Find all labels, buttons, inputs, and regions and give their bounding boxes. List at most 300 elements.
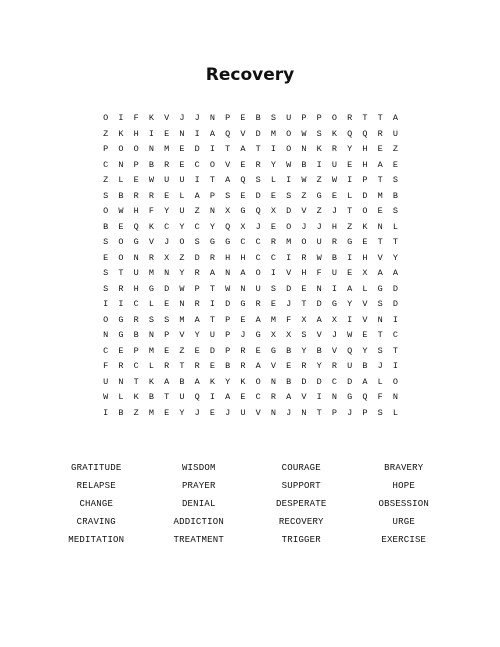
grid-letter: E xyxy=(240,314,246,325)
grid-letter: N xyxy=(377,314,383,325)
word-list-item: CRAVING xyxy=(76,517,116,527)
grid-letter: I xyxy=(209,392,215,402)
grid-letter: K xyxy=(362,221,368,232)
grid-letter: S xyxy=(255,175,261,185)
grid-letter: P xyxy=(194,283,200,294)
grid-letter: Z xyxy=(316,175,322,185)
grid-letter: N xyxy=(118,159,124,170)
grid-letter: D xyxy=(225,299,231,309)
grid-letter: J xyxy=(194,113,200,123)
grid-row xyxy=(98,390,403,406)
grid-letter: Q xyxy=(347,345,353,356)
grid-letter: J xyxy=(164,237,170,247)
grid-letter: H xyxy=(225,252,231,263)
grid-letter: J xyxy=(255,221,261,232)
grid-letter: T xyxy=(209,314,215,325)
grid-letter: B xyxy=(255,113,261,123)
grid-letter: Y xyxy=(270,159,276,170)
grid-letter: L xyxy=(392,407,398,418)
grid-letter: R xyxy=(194,268,200,278)
grid-letter: S xyxy=(377,299,383,309)
grid-letter: M xyxy=(164,144,170,154)
grid-letter: M xyxy=(286,237,292,247)
grid-letter: T xyxy=(255,144,261,154)
grid-letter: E xyxy=(209,361,215,371)
grid-letter: T xyxy=(209,283,215,294)
grid-letter: I xyxy=(347,175,353,185)
grid-letter: O xyxy=(255,268,261,278)
grid-letter: S xyxy=(103,237,109,247)
grid-letter: E xyxy=(240,190,246,201)
grid-letter: X xyxy=(270,330,276,340)
grid-letter: Y xyxy=(392,252,398,263)
grid-letter: F xyxy=(286,314,292,325)
grid-letter: M xyxy=(148,345,154,356)
grid-letter: A xyxy=(225,175,231,185)
grid-letter: N xyxy=(270,376,276,387)
grid-letter: I xyxy=(270,268,276,278)
grid-letter: E xyxy=(301,283,307,294)
grid-letter: A xyxy=(362,376,368,387)
grid-letter: T xyxy=(392,237,398,247)
grid-letter: I xyxy=(316,159,322,170)
grid-letter: E xyxy=(255,345,261,356)
grid-letter: W xyxy=(347,330,353,340)
grid-letter: R xyxy=(194,299,200,309)
grid-letter: L xyxy=(377,376,383,387)
grid-letter: A xyxy=(194,376,200,387)
grid-letter: E xyxy=(270,221,276,232)
grid-letter: A xyxy=(392,113,398,123)
grid-letter: P xyxy=(225,314,231,325)
grid-letter: V xyxy=(270,361,276,371)
grid-letter: D xyxy=(347,376,353,387)
grid-letter: R xyxy=(301,361,307,371)
grid-letter: R xyxy=(240,345,246,356)
grid-letter: I xyxy=(286,252,292,263)
grid-letter: P xyxy=(362,407,368,418)
grid-row xyxy=(98,158,403,174)
grid-letter: O xyxy=(118,144,124,154)
grid-letter: H xyxy=(301,268,307,278)
grid-row xyxy=(98,328,403,344)
grid-letter: Z xyxy=(133,407,139,418)
grid-letter: Y xyxy=(362,345,368,356)
grid-letter: G xyxy=(255,330,261,340)
grid-letter: D xyxy=(301,376,307,387)
grid-letter: U xyxy=(179,206,185,216)
grid-letter: Z xyxy=(392,144,398,154)
grid-letter: T xyxy=(377,330,383,340)
grid-row xyxy=(98,251,403,267)
grid-letter: B xyxy=(148,392,154,402)
grid-letter: G xyxy=(133,237,139,247)
grid-letter: N xyxy=(392,392,398,402)
word-list-item: TRIGGER xyxy=(281,535,321,545)
grid-letter: D xyxy=(316,376,322,387)
grid-letter: T xyxy=(164,392,170,402)
grid-letter: A xyxy=(392,268,398,278)
grid-letter: Q xyxy=(347,128,353,139)
grid-letter: E xyxy=(362,237,368,247)
grid-letter: T xyxy=(301,299,307,309)
grid-letter: R xyxy=(331,144,337,154)
grid-letter: C xyxy=(392,330,398,340)
grid-letter: U xyxy=(392,128,398,139)
grid-letter: G xyxy=(377,283,383,294)
grid-letter: I xyxy=(118,113,124,123)
grid-letter: Y xyxy=(179,268,185,278)
grid-letter: N xyxy=(301,144,307,154)
grid-letter: U xyxy=(179,175,185,185)
grid-letter: U xyxy=(331,268,337,278)
grid-letter: J xyxy=(347,407,353,418)
word-list-item: BRAVERY xyxy=(384,463,424,473)
grid-letter: C xyxy=(255,252,261,263)
grid-letter: Y xyxy=(164,206,170,216)
grid-letter: V xyxy=(255,407,261,418)
grid-letter: V xyxy=(148,237,154,247)
grid-letter: J xyxy=(240,330,246,340)
grid-letter: B xyxy=(118,190,124,201)
grid-letter: I xyxy=(347,252,353,263)
grid-letter: Y xyxy=(347,144,353,154)
grid-letter: B xyxy=(179,376,185,387)
grid-letter: G xyxy=(118,314,124,325)
grid-letter: I xyxy=(103,407,109,418)
word-list-item: HOPE xyxy=(392,481,415,491)
grid-letter: Q xyxy=(362,128,368,139)
grid-letter: T xyxy=(316,407,322,418)
grid-letter: U xyxy=(255,283,261,294)
grid-letter: Q xyxy=(225,128,231,139)
grid-letter: Y xyxy=(179,407,185,418)
grid-letter: E xyxy=(164,407,170,418)
grid-letter: U xyxy=(316,237,322,247)
grid-letter: R xyxy=(148,190,154,201)
grid-letter: X xyxy=(270,206,276,216)
grid-letter: K xyxy=(118,128,124,139)
grid-letter: X xyxy=(331,314,337,325)
grid-letter: C xyxy=(194,159,200,170)
grid-letter: B xyxy=(331,252,337,263)
grid-letter: V xyxy=(179,330,185,340)
grid-letter: W xyxy=(118,206,124,216)
grid-letter: A xyxy=(347,283,353,294)
grid-letter: Q xyxy=(240,175,246,185)
grid-letter: V xyxy=(164,113,170,123)
grid-letter: J xyxy=(301,221,307,232)
grid-row xyxy=(98,406,403,422)
grid-letter: N xyxy=(209,113,215,123)
grid-letter: D xyxy=(194,144,200,154)
grid-letter: I xyxy=(194,175,200,185)
grid-letter: S xyxy=(392,206,398,216)
grid-letter: V xyxy=(240,128,246,139)
grid-letter: I xyxy=(392,361,398,371)
grid-letter: J xyxy=(225,407,231,418)
grid-row xyxy=(98,266,403,282)
grid-letter: N xyxy=(209,206,215,216)
grid-letter: I xyxy=(286,175,292,185)
grid-letter: H xyxy=(362,252,368,263)
grid-letter: D xyxy=(255,128,261,139)
grid-letter: Q xyxy=(133,221,139,232)
grid-letter: A xyxy=(377,268,383,278)
grid-letter: P xyxy=(103,144,109,154)
grid-letter: M xyxy=(179,314,185,325)
grid-letter: K xyxy=(240,376,246,387)
grid-letter: W xyxy=(316,252,322,263)
grid-letter: N xyxy=(148,330,154,340)
grid-letter: R xyxy=(133,314,139,325)
grid-letter: N xyxy=(133,252,139,263)
grid-letter: K xyxy=(148,113,154,123)
grid-letter: A xyxy=(209,268,215,278)
grid-letter: I xyxy=(270,144,276,154)
grid-letter: H xyxy=(331,221,337,232)
grid-letter: N xyxy=(270,407,276,418)
grid-letter: A xyxy=(316,314,322,325)
grid-letter: R xyxy=(209,252,215,263)
grid-letter: A xyxy=(255,361,261,371)
word-list-item: CHANGE xyxy=(79,499,114,509)
grid-letter: E xyxy=(377,206,383,216)
word-list-item: MEDITATION xyxy=(68,535,125,545)
grid-letter: O xyxy=(133,144,139,154)
grid-row xyxy=(98,204,403,220)
grid-letter: D xyxy=(392,283,398,294)
grid-letter: I xyxy=(118,299,124,309)
grid-letter: Y xyxy=(301,345,307,356)
grid-letter: D xyxy=(209,345,215,356)
grid-letter: A xyxy=(194,190,200,201)
grid-letter: E xyxy=(240,392,246,402)
grid-letter: F xyxy=(133,113,139,123)
grid-letter: A xyxy=(255,314,261,325)
grid-letter: Y xyxy=(316,361,322,371)
grid-letter: R xyxy=(118,361,124,371)
grid-letter: P xyxy=(133,345,139,356)
grid-letter: K xyxy=(209,376,215,387)
grid-letter: Z xyxy=(194,206,200,216)
grid-letter: C xyxy=(103,159,109,170)
grid-letter: S xyxy=(103,283,109,294)
grid-letter: A xyxy=(377,159,383,170)
grid-letter: C xyxy=(133,361,139,371)
grid-letter: U xyxy=(209,330,215,340)
grid-letter: T xyxy=(179,361,185,371)
grid-letter: O xyxy=(392,376,398,387)
grid-letter: O xyxy=(118,252,124,263)
grid-letter: D xyxy=(255,190,261,201)
grid-letter: G xyxy=(118,330,124,340)
grid-letter: Q xyxy=(194,392,200,402)
grid-letter: D xyxy=(392,299,398,309)
grid-letter: S xyxy=(392,175,398,185)
grid-letter: P xyxy=(301,113,307,123)
grid-letter: N xyxy=(316,283,322,294)
grid-row xyxy=(98,375,403,391)
grid-letter: A xyxy=(240,268,246,278)
grid-letter: I xyxy=(392,314,398,325)
word-list-item: DENIAL xyxy=(181,499,216,509)
grid-letter: A xyxy=(225,392,231,402)
grid-letter: V xyxy=(377,252,383,263)
grid-letter: V xyxy=(301,206,307,216)
grid-letter: W xyxy=(179,283,185,294)
grid-letter: Q xyxy=(225,221,231,232)
grid-letter: X xyxy=(286,330,292,340)
grid-row xyxy=(98,189,403,205)
grid-letter: E xyxy=(240,159,246,170)
grid-letter: H xyxy=(240,252,246,263)
grid-letter: J xyxy=(286,299,292,309)
grid-letter: S xyxy=(164,314,170,325)
grid-row xyxy=(98,359,403,375)
grid-letter: S xyxy=(316,128,322,139)
grid-letter: C xyxy=(331,376,337,387)
grid-letter: U xyxy=(133,268,139,278)
grid-letter: L xyxy=(179,190,185,201)
grid-letter: O xyxy=(255,376,261,387)
grid-letter: Z xyxy=(179,252,185,263)
grid-letter: H xyxy=(133,283,139,294)
grid-letter: N xyxy=(148,144,154,154)
grid-letter: Y xyxy=(179,221,185,232)
grid-letter: Z xyxy=(301,190,307,201)
grid-letter: R xyxy=(347,113,353,123)
grid-letter: C xyxy=(240,237,246,247)
grid-letter: P xyxy=(209,190,215,201)
word-list-item: OBSESSION xyxy=(378,499,429,509)
word-list-item: URGE xyxy=(392,517,415,527)
grid-letter: L xyxy=(118,392,124,402)
grid-letter: B xyxy=(362,361,368,371)
grid-letter: I xyxy=(347,314,353,325)
grid-letter: R xyxy=(255,159,261,170)
grid-letter: Y xyxy=(209,221,215,232)
grid-letter: I xyxy=(209,299,215,309)
grid-letter: E xyxy=(103,252,109,263)
grid-letter: G xyxy=(209,237,215,247)
grid-letter: B xyxy=(316,345,322,356)
grid-letter: B xyxy=(225,361,231,371)
grid-letter: L xyxy=(148,361,154,371)
page-title: Recovery xyxy=(205,65,295,85)
grid-letter: N xyxy=(103,330,109,340)
grid-letter: H xyxy=(362,159,368,170)
grid-letter: R xyxy=(164,361,170,371)
grid-letter: D xyxy=(286,206,292,216)
grid-letter: E xyxy=(118,345,124,356)
grid-letter: K xyxy=(133,392,139,402)
grid-letter: U xyxy=(103,376,109,387)
grid-letter: M xyxy=(270,314,276,325)
grid-letter: E xyxy=(194,345,200,356)
grid-letter: E xyxy=(179,159,185,170)
grid-letter: N xyxy=(377,221,383,232)
grid-letter: E xyxy=(331,190,337,201)
grid-letter: O xyxy=(209,159,215,170)
grid-row xyxy=(98,220,403,236)
grid-letter: T xyxy=(392,345,398,356)
grid-letter: S xyxy=(270,283,276,294)
grid-letter: E xyxy=(270,190,276,201)
grid-letter: J xyxy=(377,361,383,371)
grid-letter: Y xyxy=(347,299,353,309)
grid-row xyxy=(98,173,403,189)
grid-letter: M xyxy=(377,190,383,201)
grid-letter: E xyxy=(347,268,353,278)
grid-letter: G xyxy=(347,392,353,402)
grid-letter: C xyxy=(270,252,276,263)
grid-letter: N xyxy=(331,392,337,402)
grid-letter: U xyxy=(347,361,353,371)
grid-letter: H xyxy=(362,144,368,154)
word-list-item: ADDICTION xyxy=(173,517,224,527)
grid-letter: J xyxy=(179,113,185,123)
word-list-item: SUPPORT xyxy=(281,481,321,491)
grid-letter: R xyxy=(270,392,276,402)
grid-letter: F xyxy=(103,361,109,371)
grid-letter: T xyxy=(209,175,215,185)
grid-letter: W xyxy=(331,175,337,185)
grid-letter: H xyxy=(133,206,139,216)
grid-letter: E xyxy=(179,144,185,154)
grid-letter: E xyxy=(286,361,292,371)
grid-letter: P xyxy=(316,113,322,123)
grid-letter: G xyxy=(148,283,154,294)
grid-letter: O xyxy=(103,314,109,325)
grid-letter: U xyxy=(240,407,246,418)
word-list-item: RELAPSE xyxy=(76,481,116,491)
grid-letter: L xyxy=(362,283,368,294)
grid-row xyxy=(98,142,403,158)
grid-letter: R xyxy=(164,159,170,170)
grid-letter: J xyxy=(331,206,337,216)
grid-letter: U xyxy=(331,159,337,170)
grid-letter: P xyxy=(225,330,231,340)
grid-letter: T xyxy=(347,206,353,216)
grid-letter: I xyxy=(103,299,109,309)
grid-letter: K xyxy=(148,376,154,387)
grid-letter: L xyxy=(270,175,276,185)
grid-letter: O xyxy=(286,128,292,139)
word-list-item: PRAYER xyxy=(181,481,216,491)
grid-letter: R xyxy=(240,361,246,371)
grid-letter: C xyxy=(194,221,200,232)
grid-letter: J xyxy=(331,330,337,340)
grid-row xyxy=(98,297,403,313)
grid-letter: L xyxy=(392,221,398,232)
grid-letter: X xyxy=(240,221,246,232)
grid-letter: R xyxy=(133,190,139,201)
grid-letter: X xyxy=(164,252,170,263)
word-list-item: GRATITUDE xyxy=(71,463,122,473)
grid-letter: R xyxy=(255,299,261,309)
grid-letter: S xyxy=(148,314,154,325)
grid-letter: S xyxy=(286,190,292,201)
grid-letter: V xyxy=(362,314,368,325)
grid-letter: T xyxy=(118,268,124,278)
grid-letter: Y xyxy=(194,330,200,340)
grid-letter: G xyxy=(240,299,246,309)
grid-letter: F xyxy=(377,392,383,402)
grid-letter: G xyxy=(225,237,231,247)
letter-grid xyxy=(98,111,403,421)
grid-row xyxy=(98,313,403,329)
